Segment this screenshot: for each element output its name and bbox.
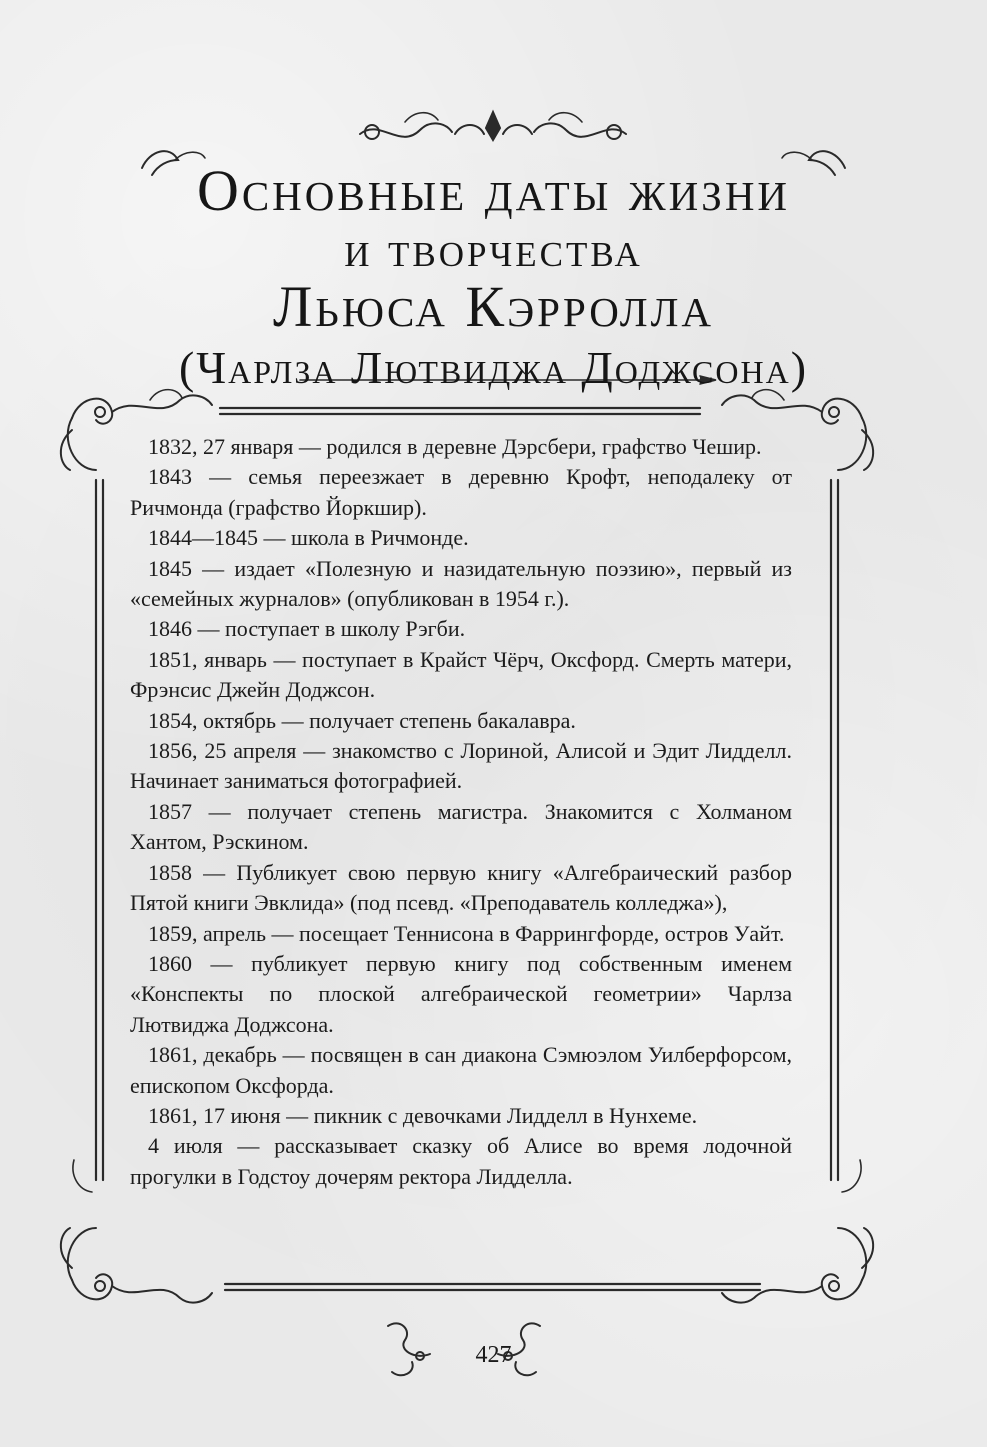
- chronology-entry: 1859, апрель — посещает Теннисона в Фаррингфорде, остров Уайт.: [148, 920, 785, 946]
- top-flourish-icon: [360, 112, 626, 140]
- chronology-entry: 1851, январь — поступает в Крайст Чёрч, Оксфорд. Смерть матери, Фрэнсис Джейн Доджсон.: [130, 646, 792, 703]
- page-number: 427: [475, 1342, 512, 1368]
- title-line-2: и творчества: [344, 221, 643, 277]
- chapter-title: [0, 160, 987, 398]
- chronology-entry: 1856, 25 апреля — знакомство с Лориной, Алисой и Эдит Лидделл. Начинает заниматься фотографией.: [130, 738, 792, 794]
- chronology-entry: 1843 — семья переезжает в деревню Крофт, неподалеку от Ричмонда (графство Йоркшир).: [130, 464, 792, 520]
- chronology-entry: 1860 — публикует первую книгу под собственным именем «Конспекты по плоской алгебраической геометрии» Чарлза Лютвиджа Доджсона.: [130, 950, 792, 1037]
- chronology-entry: 4 июля — рассказывает сказку об Алисе во время лодочной прогулки в Годстоу дочерям ректора Лидделла.: [130, 1133, 792, 1189]
- chronology-text: [130, 432, 792, 1192]
- chronology-entry: 1832, 27 января — родился в деревне Дэрсбери, графство Чешир.: [148, 434, 762, 459]
- title-line-3: Льюса Кэрролла: [272, 274, 715, 339]
- chronology-entry: 1854, октябрь — получает степень бакалавра.: [148, 707, 576, 733]
- chronology-entry: 1857 — получает степень магистра. Знакомится с Холманом Хантом, Рэскином.: [130, 798, 792, 855]
- chronology-entry: 1861, 17 июня — пикник с девочками Лидделл в Нунхеме.: [148, 1102, 698, 1128]
- chronology-entry: 1846 — поступает в школу Рэгби.: [148, 616, 466, 642]
- chronology-entry: 1844—1845 — школа в Ричмонде.: [148, 525, 469, 551]
- chronology-entry: 1858 — Публикует свою первую книгу «Алгебраический разбор Пятой книги Эвклида» (под псевд. «Преподаватель колледжа»),: [130, 859, 792, 916]
- chronology-entry: 1845 — издает «Полезную и назидательную поэзию», первый из «семейных журналов» (опубликован в 1954 г.).: [130, 555, 792, 612]
- title-line-1: Основные даты жизни: [196, 158, 791, 223]
- title-line-4: (Чарлза Лютвиджа Доджсона): [178, 342, 809, 393]
- chronology-entry: 1861, декабрь — посвящен в сан диакона Сэмюэлом Уилберфорсом, епископом Оксфорда.: [130, 1042, 792, 1098]
